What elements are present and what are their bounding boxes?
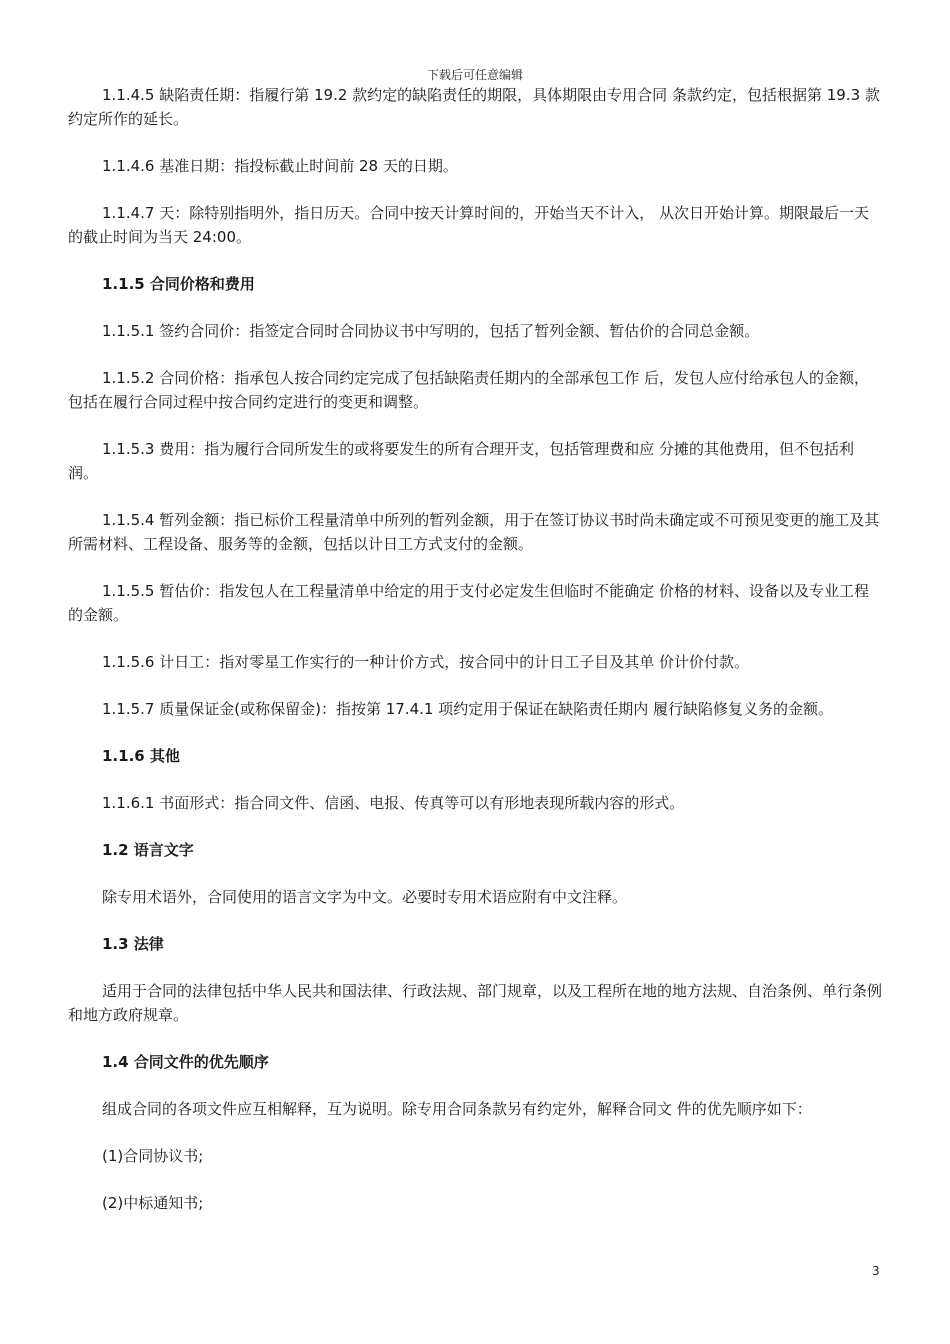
page-number: 3 xyxy=(872,1264,880,1278)
section-heading-1-1-6: 1.1.6 其他 xyxy=(102,747,180,765)
clause-1-2-body: 除专用术语外，合同使用的语言文字为中文。必要时专用术语应附有中文注释。 xyxy=(102,888,628,906)
clause-1-3-body: 适用于合同的法律包括中华人民共和国法律、行政法规、部门规章，以及工程所在地的地方法规、自治条例、单行条例和地方政府规章。 xyxy=(68,982,883,1024)
document-body xyxy=(68,83,883,1238)
clause-1-4-body: 组成合同的各项文件应互相解释，互为说明。除专用合同条款另有约定外，解释合同文 件的优先顺序如下： xyxy=(102,1100,812,1118)
clause-1-1-5-4: 1.1.5.4 暂列金额：指已标价工程量清单中所列的暂列金额，用于在签订协议书时尚未确定或不可预见变更的施工及其所需材料、工程设备、服务等的金额，包括以计日工方式支付的金额。 xyxy=(68,511,880,553)
clause-1-1-5-2: 1.1.5.2 合同价格：指承包人按合同约定完成了包括缺陷责任期内的全部承包工作 后，发包人应付给承包人的金额，包括在履行合同过程中按合同约定进行的变更和调整。 xyxy=(68,369,870,411)
clause-1-1-4-5: 1.1.4.5 缺陷责任期：指履行第 19.2 款约定的缺陷责任的期限，具体期限由专用合同 条款约定，包括根据第 19.3 款约定所作的延长。 xyxy=(68,86,880,128)
clause-1-1-5-6: 1.1.5.6 计日工：指对零星工作实行的一种计价方式，按合同中的计日工子目及其单 价计价付款。 xyxy=(102,653,750,671)
section-heading-1-1-5: 1.1.5 合同价格和费用 xyxy=(102,275,255,293)
clause-1-1-4-7: 1.1.4.7 天：除特别指明外，指日历天。合同中按天计算时间的，开始当天不计入， 从次日开始计算。期限最后一天的截止时间为当天 24:00。 xyxy=(68,204,870,246)
section-heading-1-3: 1.3 法律 xyxy=(102,935,164,953)
clause-1-1-4-6: 1.1.4.6 基准日期：指投标截止时间前 28 天的日期。 xyxy=(102,157,458,175)
list-item-2: (2)中标通知书; xyxy=(102,1194,204,1212)
section-heading-1-4: 1.4 合同文件的优先顺序 xyxy=(102,1053,269,1071)
clause-1-1-6-1: 1.1.6.1 书面形式：指合同文件、信函、电报、传真等可以有形地表现所载内容的形式。 xyxy=(102,794,685,812)
section-heading-1-2: 1.2 语言文字 xyxy=(102,841,194,859)
clause-1-1-5-3: 1.1.5.3 费用：指为履行合同所发生的或将要发生的所有合理开支，包括管理费和应 分摊的其他费用，但不包括利润。 xyxy=(68,440,855,482)
page-header: 下载后可任意编辑 xyxy=(426,68,523,82)
clause-1-1-5-7: 1.1.5.7 质量保证金(或称保留金)：指按第 17.4.1 项约定用于保证在缺陷责任期内 履行缺陷修复义务的金额。 xyxy=(102,700,833,718)
list-item-1: (1)合同协议书; xyxy=(102,1147,204,1165)
clause-1-1-5-5: 1.1.5.5 暂估价：指发包人在工程量清单中给定的用于支付必定发生但临时不能确定 价格的材料、设备以及专业工程的金额。 xyxy=(68,582,870,624)
clause-1-1-5-1: 1.1.5.1 签约合同价：指签定合同时合同协议书中写明的，包括了暂列金额、暂估价的合同总金额。 xyxy=(102,322,760,340)
